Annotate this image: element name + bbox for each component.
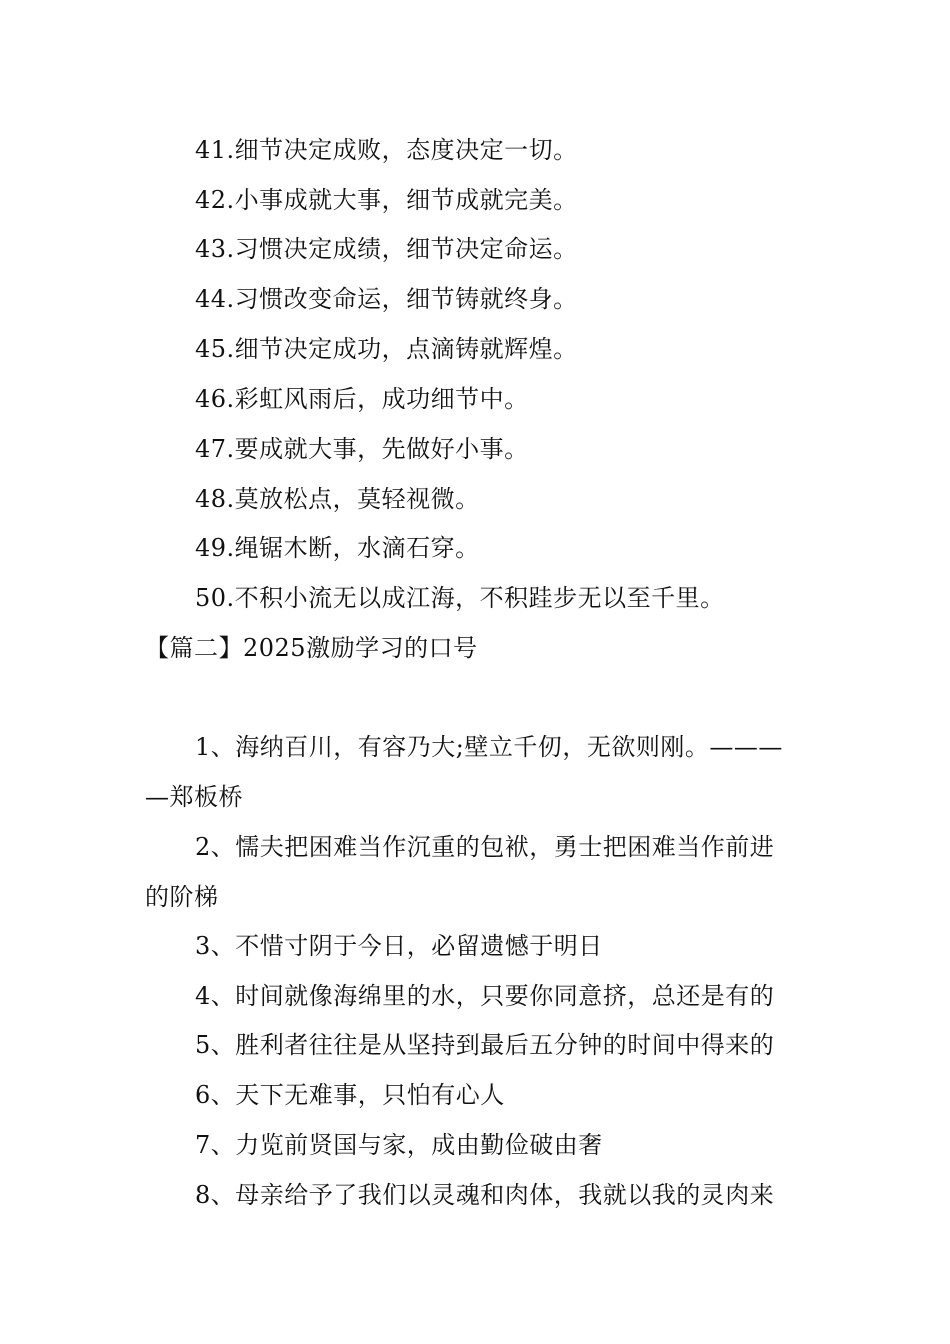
- slogan-46: 46.彩虹风雨后，成功细节中。: [195, 385, 529, 413]
- quote-2: 2、懦夫把困难当作沉重的包袱，勇士把困难当作前进: [195, 833, 775, 861]
- slogan-50: 50.不积小流无以成江海，不积跬步无以至千里。: [195, 584, 725, 612]
- slogan-41: 41.细节决定成败，态度决定一切。: [195, 136, 578, 164]
- quote-1-continued: —郑板桥: [145, 783, 243, 811]
- slogan-43: 43.习惯决定成绩，细节决定命运。: [195, 235, 578, 263]
- quote-6: 6、天下无难事，只怕有心人: [195, 1081, 505, 1109]
- quote-1: 1、海纳百川，有容乃大;壁立千仞，无欲则刚。———: [195, 733, 783, 761]
- quote-7: 7、力览前贤国与家，成由勤俭破由奢: [195, 1131, 603, 1159]
- slogan-49: 49.绳锯木断，水滴石穿。: [195, 534, 480, 562]
- slogan-48: 48.莫放松点，莫轻视微。: [195, 485, 480, 513]
- quote-5: 5、胜利者往往是从坚持到最后五分钟的时间中得来的: [195, 1031, 775, 1059]
- quote-4: 4、时间就像海绵里的水，只要你同意挤，总还是有的: [195, 982, 775, 1010]
- slogan-44: 44.习惯改变命运，细节铸就终身。: [195, 285, 578, 313]
- section-heading: 【篇二】2025激励学习的口号: [145, 634, 478, 662]
- slogan-47: 47.要成就大事，先做好小事。: [195, 435, 529, 463]
- slogan-45: 45.细节决定成功，点滴铸就辉煌。: [195, 335, 578, 363]
- quote-3: 3、不惜寸阴于今日，必留遗憾于明日: [195, 932, 603, 960]
- quote-2-continued: 的阶梯: [145, 883, 219, 911]
- slogan-42: 42.小事成就大事，细节成就完美。: [195, 186, 578, 214]
- quote-8: 8、母亲给予了我们以灵魂和肉体，我就以我的灵肉来: [195, 1181, 775, 1209]
